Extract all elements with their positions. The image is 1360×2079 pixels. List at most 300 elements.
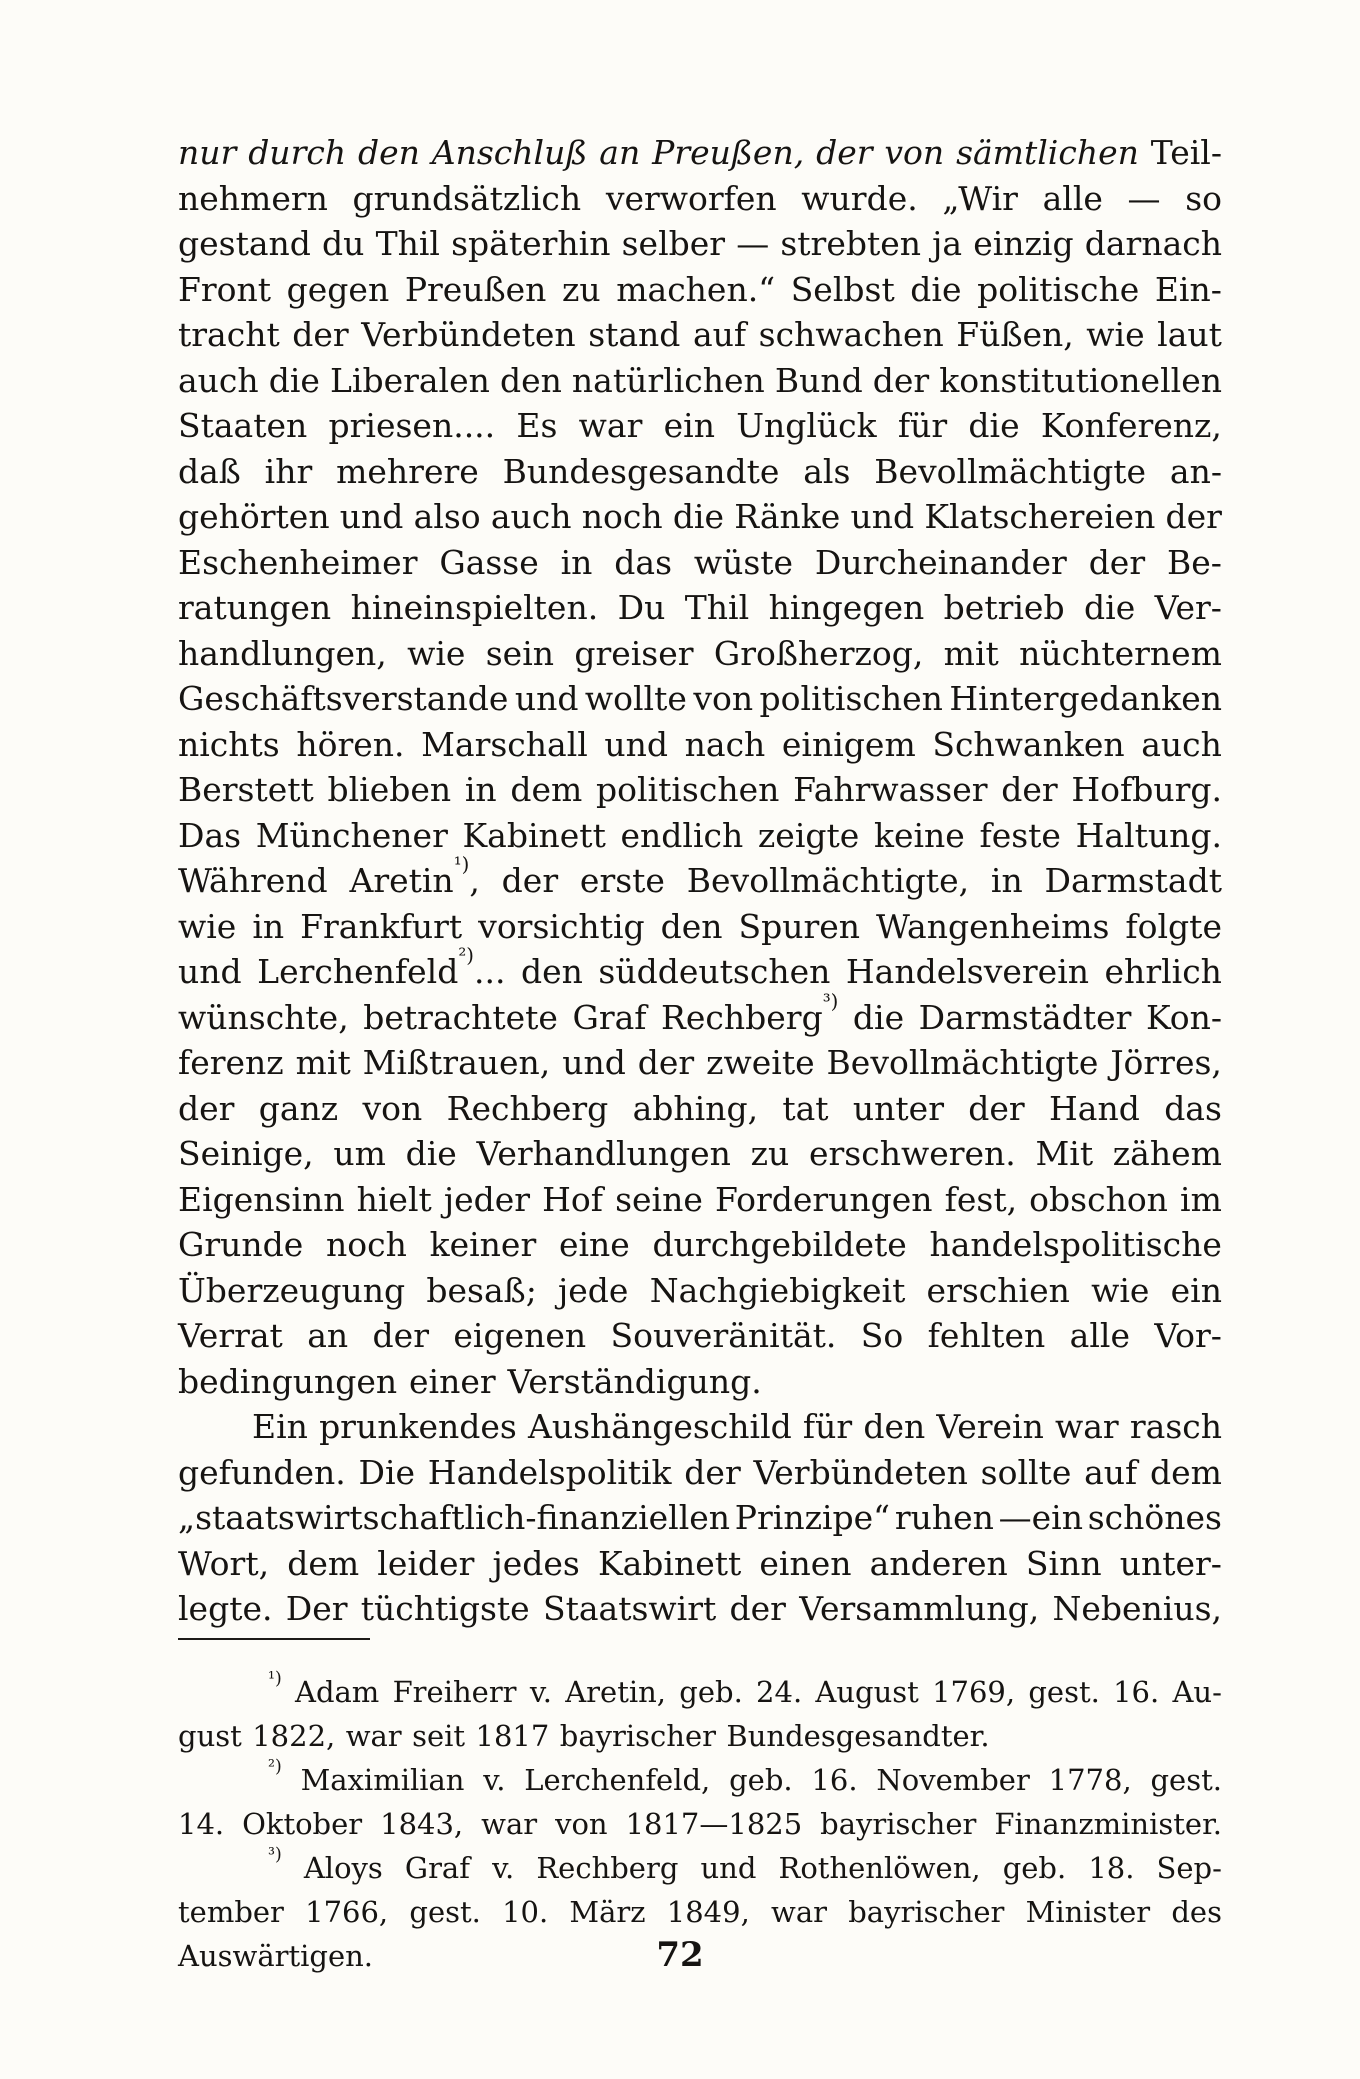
- word: darnach: [1084, 224, 1222, 263]
- word: Hofburg.: [1071, 770, 1222, 809]
- word: bayrischer: [848, 1895, 1005, 1929]
- word: war: [1055, 1407, 1119, 1446]
- word: unter-: [1119, 1543, 1222, 1583]
- word: Aretin,: [565, 1675, 667, 1709]
- text-line: [178, 449, 1222, 495]
- word: Kabinett: [597, 1543, 742, 1583]
- word: Thil: [375, 224, 440, 263]
- word: wie: [1091, 1270, 1150, 1310]
- word: besaß;: [426, 1270, 537, 1310]
- text-line: [178, 1268, 1222, 1314]
- word: zweite: [706, 1043, 815, 1082]
- word: der: [292, 315, 349, 354]
- word: folgte: [1125, 906, 1222, 946]
- word: die: [405, 1134, 457, 1173]
- word: ³): [268, 1844, 282, 1865]
- word: Unglück: [736, 406, 877, 445]
- word: Seinige,: [178, 1134, 314, 1173]
- word: tüchtigste: [360, 1589, 530, 1628]
- word: Maximilian: [300, 1763, 465, 1797]
- word: Bundesgesandte: [502, 451, 780, 491]
- word: Die: [358, 1452, 416, 1492]
- word: als: [803, 451, 851, 491]
- word: der: [372, 1316, 429, 1355]
- word: die: [852, 997, 905, 1037]
- word: Rothenlöwen,: [778, 1851, 981, 1885]
- word: Ränke: [734, 497, 841, 536]
- word: erschien: [926, 1270, 1070, 1310]
- word: „staatswirtschaftlich-finanziellen: [178, 1498, 731, 1537]
- text-line: [178, 267, 1222, 313]
- text-line: [178, 221, 1222, 267]
- word: Frankfurt: [300, 906, 463, 946]
- word: von: [555, 1807, 608, 1841]
- footnote-line: [178, 1670, 1222, 1714]
- word: nüchternem: [1019, 633, 1222, 673]
- text-line: [178, 767, 1222, 813]
- word: Verständigung.: [507, 1361, 762, 1401]
- word: blieben: [327, 770, 452, 809]
- word: die: [968, 406, 1020, 445]
- word: noch: [581, 497, 663, 536]
- word: Mit: [1035, 1134, 1094, 1173]
- word: Berstett: [178, 770, 314, 809]
- word: jeder: [443, 1179, 531, 1219]
- word: seine: [615, 1179, 703, 1219]
- word: seit: [412, 1719, 466, 1753]
- word: und: [700, 1851, 757, 1885]
- word: sein: [485, 633, 555, 673]
- text-line: [178, 676, 1222, 722]
- word: fehlten: [927, 1316, 1046, 1355]
- word: Hand: [1049, 1088, 1140, 1128]
- word: Geschäftsverstande: [178, 679, 509, 718]
- word: unter: [852, 1088, 944, 1128]
- word: tat: [782, 1088, 829, 1128]
- word: betrachtete: [363, 997, 558, 1037]
- word: keiner: [429, 1225, 537, 1264]
- word: Preußen: [404, 269, 547, 309]
- text-line: [178, 631, 1222, 677]
- word: priesen....: [328, 406, 496, 445]
- word: So: [860, 1316, 904, 1355]
- word: wurde.: [801, 178, 918, 218]
- word: Während: [178, 861, 328, 900]
- word: 10.: [502, 1895, 549, 1929]
- word: Handelspolitik: [427, 1452, 672, 1492]
- word: Eigensinn: [178, 1179, 345, 1219]
- word: gehörten: [178, 497, 330, 536]
- word: Hof: [542, 1179, 604, 1219]
- word: Au-: [1172, 1675, 1222, 1709]
- word: Freiherr: [392, 1675, 517, 1709]
- word: von: [693, 679, 754, 718]
- footnote-line: [178, 1714, 1222, 1758]
- word: handelspolitische: [929, 1225, 1222, 1264]
- word: alle: [1069, 1316, 1130, 1355]
- word: und: [604, 724, 669, 764]
- word: in: [252, 906, 285, 946]
- word: die: [910, 269, 962, 309]
- word: Grunde: [178, 1225, 304, 1264]
- word: geb.: [729, 1763, 793, 1797]
- word: grundsätzlich: [352, 178, 582, 218]
- text-line: [178, 1177, 1222, 1223]
- word: wünschte,: [178, 997, 349, 1037]
- word: Oktober: [242, 1807, 363, 1841]
- word: hören.: [296, 724, 405, 764]
- word: Wangenheims: [876, 906, 1110, 946]
- word: einer: [409, 1361, 496, 1401]
- footnote-line: [178, 1846, 1222, 1890]
- word: 16.: [811, 1763, 858, 1797]
- word: Liberalen: [329, 360, 490, 400]
- word: gest.: [1150, 1763, 1222, 1797]
- word: Haltung.: [1075, 815, 1222, 855]
- word: natürlichen: [571, 360, 765, 400]
- word: v.: [492, 1851, 515, 1885]
- word: Rechberg$^{^3)}$: [661, 989, 839, 1037]
- word: den: [660, 906, 723, 946]
- text-line: [178, 1222, 1222, 1268]
- word: Teil-: [1150, 133, 1222, 172]
- word: Verhandlungen: [476, 1134, 731, 1173]
- word: stand: [588, 315, 681, 354]
- word: und: [178, 952, 242, 991]
- word: Preußen,: [652, 133, 805, 172]
- text-line: [178, 1586, 1222, 1632]
- word: wie: [407, 633, 466, 673]
- word: und: [339, 497, 404, 536]
- text-line: [178, 1359, 1222, 1405]
- word: 24.: [756, 1675, 803, 1709]
- word: der: [684, 1452, 741, 1492]
- text-line: [178, 540, 1222, 586]
- word: gestand: [178, 224, 311, 263]
- word: Bundesgesandter.: [726, 1719, 990, 1753]
- word: rasch: [1129, 1407, 1222, 1446]
- word: „Wir: [942, 178, 1018, 218]
- word: konstitutionellen: [939, 360, 1222, 400]
- word: Bevollmächtigte: [826, 1043, 1099, 1082]
- word: nur: [178, 133, 237, 172]
- text-line: [178, 312, 1222, 358]
- word: bedingungen: [178, 1361, 398, 1401]
- text-line: [178, 989, 1222, 1041]
- word: auch: [1141, 724, 1222, 764]
- word: für: [897, 406, 948, 445]
- word: Marschall: [421, 724, 588, 764]
- word: Lerchenfeld,: [524, 1763, 711, 1797]
- word: ¹): [268, 1668, 282, 1689]
- word: keine: [873, 815, 965, 855]
- word: Sinn: [1025, 1543, 1102, 1583]
- word: Großherzog,: [713, 633, 924, 673]
- text-line: [178, 904, 1222, 950]
- word: Selbst: [790, 269, 895, 309]
- word: auch: [178, 360, 259, 400]
- word: die: [1084, 588, 1136, 627]
- word: für: [802, 1407, 853, 1446]
- text-line: [178, 1404, 1222, 1450]
- word: Verbündeten: [753, 1452, 968, 1492]
- word: ferenz: [178, 1043, 284, 1082]
- word: tember: [178, 1895, 284, 1929]
- word: war: [481, 1807, 538, 1841]
- word: 1822,: [252, 1719, 336, 1753]
- word: wüste: [693, 542, 794, 582]
- word: den: [520, 952, 583, 991]
- word: v.: [529, 1675, 552, 1709]
- word: Ein: [252, 1407, 308, 1446]
- word: Adam: [295, 1675, 380, 1709]
- word: Rechberg: [536, 1851, 679, 1885]
- word: in: [990, 861, 1023, 900]
- text-line: [178, 494, 1222, 540]
- word: wie: [178, 906, 237, 946]
- word: Souveränität.: [610, 1316, 837, 1355]
- word: laut: [1157, 315, 1222, 354]
- word: zu: [750, 1134, 790, 1173]
- word: nach: [684, 724, 766, 764]
- word: Du: [617, 588, 666, 627]
- word: selber: [621, 224, 726, 263]
- word: greiser: [574, 633, 694, 673]
- footnote-line: [178, 1890, 1222, 1934]
- word: der: [968, 1088, 1025, 1128]
- word: prunkendes: [319, 1407, 517, 1446]
- word: Spuren: [738, 906, 861, 946]
- word: Das: [178, 815, 242, 855]
- word: Be-: [1166, 542, 1222, 582]
- text-line: [178, 722, 1222, 768]
- word: jedes: [492, 1543, 580, 1583]
- word: späterhin: [451, 224, 611, 263]
- word: abhing,: [632, 1088, 759, 1128]
- word: November: [876, 1763, 1030, 1797]
- footnote-separator: [178, 1638, 370, 1640]
- word: an-: [1169, 451, 1222, 491]
- text-line: [178, 585, 1222, 631]
- word: auf: [692, 315, 747, 354]
- word: Minister: [1025, 1895, 1151, 1929]
- word: 1817: [475, 1719, 550, 1753]
- word: Schwanken: [932, 724, 1125, 764]
- word: das: [1164, 1088, 1222, 1128]
- word: politischen: [759, 679, 943, 718]
- word: —ein: [998, 1498, 1083, 1537]
- word: 14.: [178, 1807, 225, 1841]
- word: bayrischer: [559, 1719, 716, 1753]
- word: fest,: [944, 1179, 1018, 1219]
- word: Nebenius,: [1052, 1589, 1222, 1628]
- word: Überzeugung: [178, 1270, 406, 1310]
- word: der: [1088, 542, 1146, 582]
- word: eine: [558, 1225, 630, 1264]
- word: Klatschereien: [924, 497, 1156, 536]
- word: nichts: [178, 724, 280, 764]
- word: Kon-: [1145, 997, 1222, 1037]
- word: von: [884, 133, 945, 172]
- word: noch: [326, 1225, 407, 1264]
- word: in: [560, 542, 593, 582]
- word: März: [569, 1895, 646, 1929]
- word: —: [736, 224, 770, 263]
- text-line: [178, 1131, 1222, 1177]
- text-line: [178, 813, 1222, 859]
- word: du: [322, 224, 365, 263]
- word: Münchener: [255, 815, 448, 855]
- text-line: [178, 176, 1222, 222]
- text-line: [178, 853, 1222, 904]
- text-line: [178, 944, 1222, 995]
- word: süddeutschen: [598, 952, 831, 991]
- word: schwachen: [758, 315, 944, 354]
- word: der: [501, 861, 559, 900]
- word: strebten: [780, 224, 922, 263]
- word: Forderungen: [714, 1179, 933, 1219]
- word: tracht: [178, 315, 280, 354]
- word: also: [413, 497, 481, 536]
- footnotes: [178, 1670, 1222, 1978]
- word: des: [1171, 1895, 1222, 1929]
- word: war: [345, 1719, 402, 1753]
- word: Hintergedanken: [949, 679, 1222, 718]
- word: 16.: [1113, 1675, 1160, 1709]
- word: v.: [483, 1763, 506, 1797]
- word: der: [816, 133, 873, 172]
- word: politische: [977, 269, 1140, 309]
- word: um: [333, 1134, 386, 1173]
- text-line: [178, 130, 1222, 176]
- word: die: [672, 497, 725, 536]
- word: 1843,: [380, 1807, 464, 1841]
- word: Füßen,: [956, 315, 1074, 354]
- word: Jörres,: [1110, 1043, 1222, 1082]
- word: Prinzipe“: [734, 1498, 891, 1537]
- word: wie: [1086, 315, 1145, 354]
- word: Auswärtigen.: [178, 1939, 374, 1973]
- text-line: [178, 1086, 1222, 1132]
- word: legte.: [178, 1589, 273, 1628]
- word: obschon: [1029, 1179, 1168, 1219]
- word: Konferenz,: [1040, 406, 1222, 445]
- word: dem: [1149, 1452, 1222, 1492]
- text-line: [178, 358, 1222, 404]
- word: auch: [490, 497, 572, 536]
- word: politischen: [596, 770, 780, 809]
- word: hielt: [356, 1179, 432, 1219]
- word: Darmstädter: [918, 997, 1132, 1037]
- word: hineinspielten.: [350, 588, 599, 627]
- word: Vor-: [1154, 1316, 1222, 1355]
- word: betrieb: [943, 588, 1065, 627]
- word: Verrat: [178, 1316, 283, 1355]
- word: geb.: [1002, 1851, 1067, 1885]
- text-line: [178, 403, 1222, 449]
- word: war: [771, 1895, 827, 1929]
- word: Ver-: [1154, 588, 1222, 627]
- word: alle: [1042, 178, 1103, 218]
- word: Graf: [404, 1851, 470, 1885]
- word: den: [357, 133, 420, 172]
- word: ein: [663, 406, 715, 445]
- word: Fahrwasser: [793, 770, 988, 809]
- word: Versammlung,: [799, 1589, 1040, 1628]
- body-text: [178, 130, 1222, 1632]
- text-line: [178, 1450, 1222, 1496]
- word: nehmern: [178, 178, 328, 218]
- word: mit: [295, 1043, 351, 1082]
- word: die: [268, 360, 320, 400]
- word: wollte: [584, 679, 687, 718]
- word: endlich: [620, 815, 744, 855]
- word: an: [599, 133, 641, 172]
- word: einen: [759, 1543, 852, 1583]
- word: der: [1001, 770, 1058, 809]
- word: den: [863, 1407, 926, 1446]
- word: Es: [516, 406, 558, 445]
- word: ratungen: [178, 588, 332, 627]
- word: gust: [178, 1719, 242, 1753]
- word: an: [307, 1316, 349, 1355]
- word: ein: [1170, 1270, 1222, 1310]
- word: und: [514, 679, 579, 718]
- word: sollte: [980, 1452, 1072, 1492]
- word: durch: [248, 133, 347, 172]
- word: Ein-: [1154, 269, 1222, 309]
- text-line: [178, 1040, 1222, 1086]
- word: Durcheinander: [814, 542, 1067, 582]
- page-number: 72: [656, 1935, 704, 1975]
- text-line: [178, 1313, 1222, 1359]
- word: ganz: [258, 1088, 339, 1128]
- word: Bevollmächtigte,: [686, 861, 970, 900]
- word: Verbündeten: [361, 315, 576, 354]
- word: jede: [558, 1270, 629, 1310]
- word: Darmstadt: [1044, 861, 1222, 900]
- word: Aretin$^{^1)}$,: [349, 853, 480, 900]
- word: durchgebildete: [652, 1225, 907, 1264]
- word: feste: [979, 815, 1061, 855]
- text-line: [178, 1495, 1222, 1541]
- word: Anschluß: [431, 133, 588, 172]
- word: in: [464, 770, 497, 809]
- word: zeigte: [757, 815, 860, 855]
- word: —: [1127, 178, 1161, 218]
- word: daß: [178, 451, 241, 491]
- word: 1849,: [666, 1895, 750, 1929]
- word: war: [578, 406, 643, 445]
- word: dem: [287, 1543, 360, 1583]
- word: hingegen: [768, 588, 925, 627]
- word: machen.“: [616, 269, 776, 309]
- word: zähem: [1112, 1134, 1222, 1173]
- text-line: [178, 1541, 1222, 1587]
- word: einigem: [781, 724, 916, 764]
- word: Graf: [572, 997, 647, 1037]
- word: im: [1180, 1179, 1222, 1219]
- word: den: [499, 360, 562, 400]
- word: Staaten: [178, 406, 308, 445]
- word: Handelsverein: [845, 952, 1090, 991]
- word: von: [362, 1088, 423, 1128]
- word: mehrere: [336, 451, 479, 491]
- word: Nachgiebigkeit: [649, 1270, 906, 1310]
- word: Aloys: [303, 1851, 383, 1885]
- footnote-line: [178, 1802, 1222, 1846]
- word: gest.: [409, 1895, 481, 1929]
